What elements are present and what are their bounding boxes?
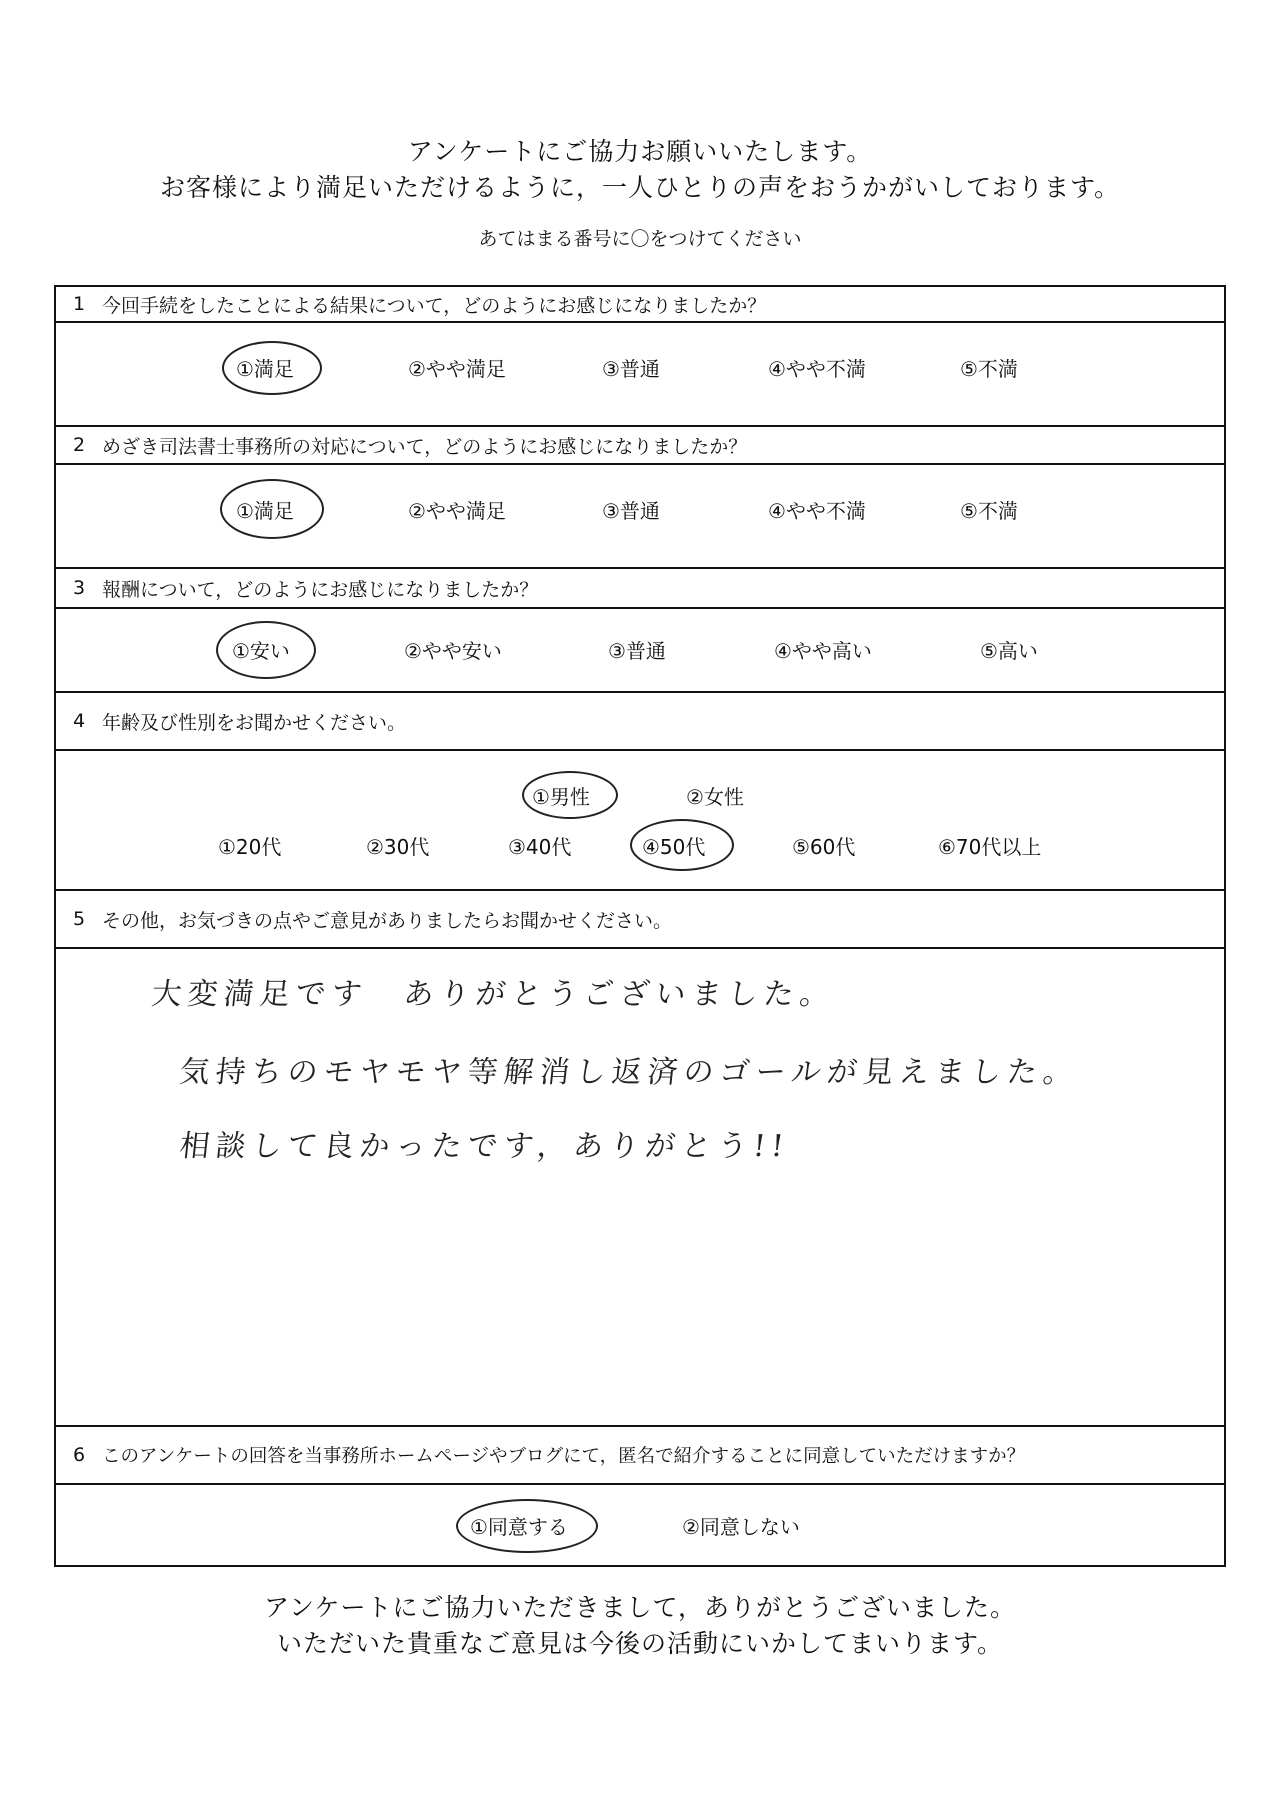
q2-option-4[interactable]: ④やや不満 (768, 499, 866, 523)
question-number: 5 (72, 908, 86, 930)
q4-age-option-1[interactable]: ①20代 (218, 835, 282, 859)
question-4 (56, 693, 1224, 751)
question-text: 年齢及び性別をお聞かせください。 (102, 711, 407, 734)
question-5 (56, 891, 1224, 949)
question-2 (56, 427, 1224, 465)
answer-row-1 (56, 323, 1224, 427)
q1-option-1[interactable]: ①満足 (236, 357, 294, 381)
answer-row-6 (56, 1485, 1224, 1565)
question-text: 今回手続をしたことによる結果について，どのようにお感じになりましたか？ (102, 294, 767, 317)
question-6 (56, 1427, 1224, 1485)
answer-row-3 (56, 609, 1224, 693)
question-number: 4 (72, 710, 86, 732)
question-text: めざき司法書士事務所の対応について，どのようにお感じになりましたか？ (102, 435, 748, 458)
footer-line-1: アンケートにご協力いただきまして，ありがとうございました。 (263, 1593, 1016, 1622)
q1-option-4[interactable]: ④やや不満 (768, 357, 866, 381)
answer-row-4 (56, 751, 1224, 891)
q3-option-3[interactable]: ③普通 (608, 639, 666, 663)
question-text: このアンケートの回答を当事務所ホームページやブログにて，匿名で紹介することに同意していただけますか？ (102, 1446, 1026, 1467)
question-number: 3 (72, 577, 86, 599)
survey-footer (0, 1590, 1280, 1662)
question-3 (56, 569, 1224, 609)
handwritten-line-1: 大変満足です ありがとうございました。 (149, 977, 838, 1012)
q3-option-5[interactable]: ⑤高い (980, 639, 1038, 663)
q4-age-option-4[interactable]: ④50代 (642, 835, 706, 859)
q6-option-1[interactable]: ①同意する (470, 1515, 568, 1539)
q4-age-option-2[interactable]: ②30代 (366, 835, 430, 859)
question-number: 6 (72, 1444, 86, 1466)
handwritten-line-3: 相談して良かったです，ありがとう!! (177, 1129, 792, 1164)
answer-row-2 (56, 465, 1224, 569)
q4-age-option-3[interactable]: ③40代 (508, 835, 572, 859)
q1-option-2[interactable]: ②やや満足 (408, 357, 506, 381)
question-1 (56, 287, 1224, 323)
q6-option-2[interactable]: ②同意しない (682, 1515, 800, 1539)
question-number: 2 (72, 434, 86, 456)
header-line-2: お客様により満足いただけるように，一人ひとりの声をおうかがいしております。 (159, 173, 1120, 202)
header-line-1: アンケートにご協力お願いいたします。 (407, 137, 873, 166)
q4-age-option-6[interactable]: ⑥70代以上 (938, 835, 1042, 859)
q3-option-4[interactable]: ④やや高い (774, 639, 872, 663)
q2-option-1[interactable]: ①満足 (236, 499, 294, 523)
question-text: 報酬について，どのようにお感じになりましたか？ (102, 578, 539, 601)
survey-form (54, 285, 1226, 1567)
q4-gender-option-1[interactable]: ①男性 (532, 785, 590, 809)
comment-area[interactable] (56, 949, 1224, 1427)
footer-line-2: いただいた貴重なご意見は今後の活動にいかしてまいります。 (276, 1629, 1003, 1658)
q2-option-2[interactable]: ②やや満足 (408, 499, 506, 523)
question-text: その他，お気づきの点やご意見がありましたらお聞かせください。 (102, 909, 673, 932)
q1-option-5[interactable]: ⑤不満 (960, 357, 1018, 381)
handwritten-line-2: 気持ちのモヤモヤ等解消し返済のゴールが見えました。 (177, 1055, 1081, 1090)
q1-option-3[interactable]: ③普通 (602, 357, 660, 381)
instruction-text: あてはまる番号に〇をつけてください (478, 228, 802, 250)
q2-option-5[interactable]: ⑤不満 (960, 499, 1018, 523)
q2-option-3[interactable]: ③普通 (602, 499, 660, 523)
q4-gender-option-2[interactable]: ②女性 (686, 785, 744, 809)
q3-option-1[interactable]: ①安い (232, 639, 290, 663)
question-number: 1 (72, 293, 86, 315)
survey-header (0, 134, 1280, 206)
q3-option-2[interactable]: ②やや安い (404, 639, 502, 663)
q4-age-option-5[interactable]: ⑤60代 (792, 835, 856, 859)
